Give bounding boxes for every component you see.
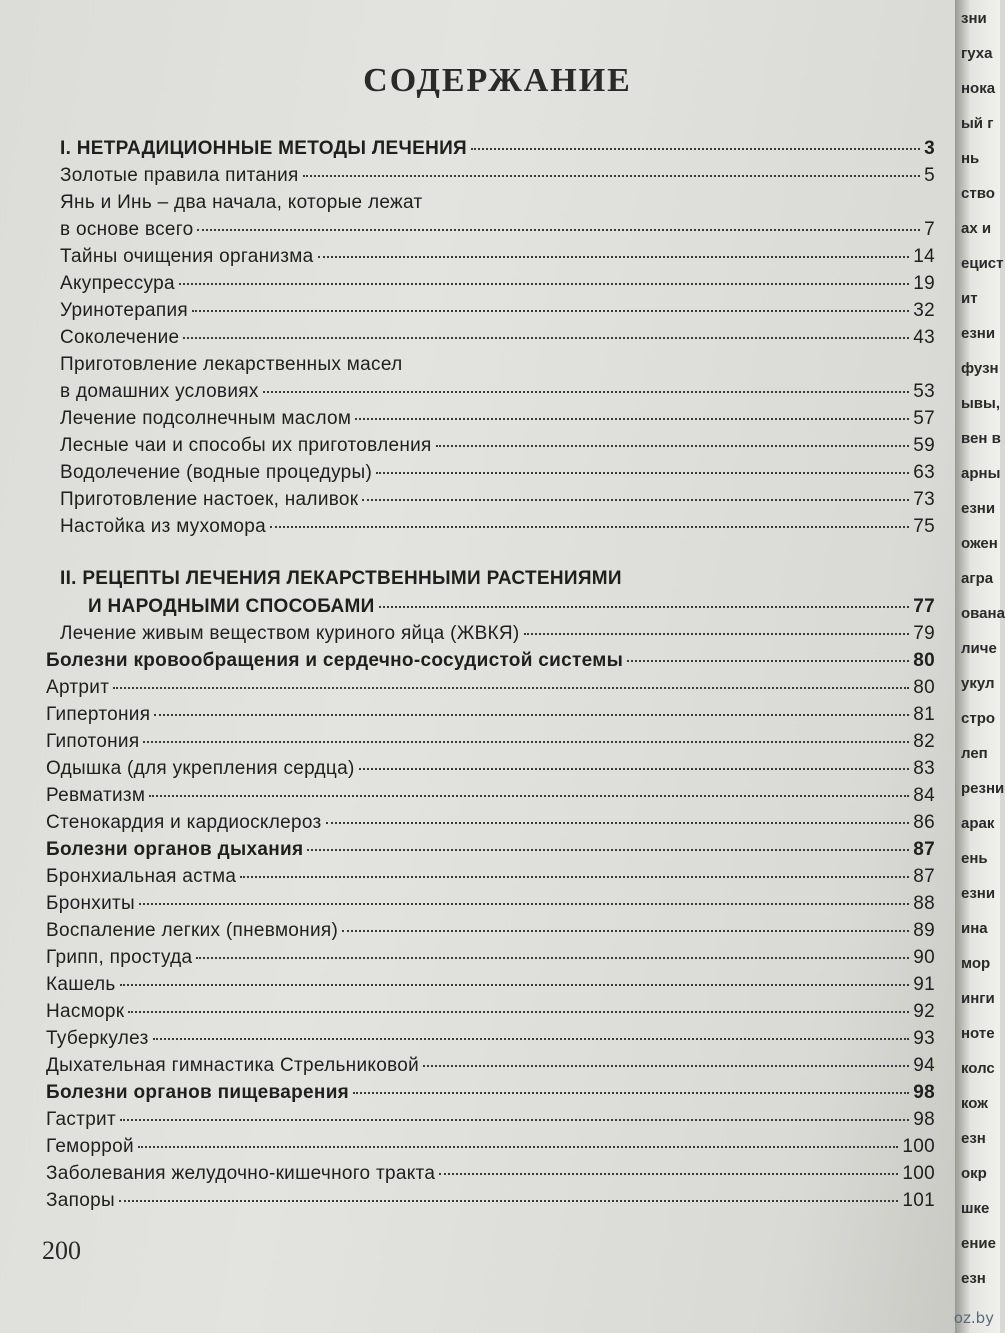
leader-dots	[353, 1092, 909, 1094]
toc-entry-page: 87	[913, 866, 935, 887]
toc-entry-label: Акупрессура	[60, 273, 175, 294]
toc-entry-label: Насморк	[46, 1001, 125, 1022]
facing-page-edge	[955, 0, 1005, 1333]
toc-entry-label: Болезни кровообращения и сердечно-сосудистой системы	[46, 650, 624, 671]
toc-entry	[60, 516, 935, 538]
toc-entry	[60, 138, 935, 160]
toc-entry-page: 80	[913, 650, 935, 671]
toc-entry-page: 43	[913, 327, 935, 348]
toc-entry-page: 14	[913, 246, 935, 267]
leader-dots	[240, 876, 909, 878]
toc-entry	[46, 650, 935, 672]
toc-entry	[46, 812, 935, 834]
toc-entry	[46, 947, 935, 969]
facing-page-fragment: ноте	[961, 1025, 995, 1042]
toc-entry-page: 86	[913, 812, 935, 833]
facing-page-fragment: леп	[961, 745, 988, 762]
leader-dots	[119, 1200, 898, 1202]
toc-entry-label: Гипертония	[46, 704, 151, 725]
toc-entry	[88, 596, 935, 618]
leader-dots	[138, 1146, 898, 1148]
toc-entry-label: Ревматизм	[46, 785, 146, 806]
toc-entry-label: Туберкулез	[46, 1028, 149, 1049]
facing-page-fragment: мор	[961, 955, 991, 972]
toc-entry	[46, 839, 935, 861]
toc-entry-label: И НАРОДНЫМИ СПОСОБАМИ	[88, 596, 375, 617]
toc-entry	[60, 408, 935, 430]
toc-entry-page: 94	[913, 1055, 935, 1076]
toc-entry-page: 98	[913, 1109, 935, 1130]
facing-page-fragment: инги	[961, 990, 995, 1007]
facing-page-fragment: ый г	[961, 115, 994, 132]
leader-dots	[179, 283, 909, 285]
facing-page-fragment: вен в	[961, 430, 1001, 447]
toc-entry-label: Грипп, простуда	[46, 947, 193, 968]
toc-entry-page: 91	[913, 974, 935, 995]
toc-entry	[60, 219, 935, 241]
toc-entry-label: Заболевания желудочно-кишечного тракта	[46, 1163, 436, 1184]
toc-entry-page: 89	[913, 920, 935, 941]
toc-entry	[46, 1136, 935, 1158]
toc-entry	[60, 462, 935, 484]
leader-dots	[439, 1173, 898, 1175]
facing-page-fragment: кож	[961, 1095, 988, 1112]
facing-page-fragment: арны	[961, 465, 1001, 482]
toc-entry-label: Водолечение (водные процедуры)	[60, 462, 373, 483]
leader-dots	[524, 633, 910, 635]
facing-page-fragment: ит	[961, 290, 978, 307]
toc-entry-label: Приготовление настоек, наливок	[60, 489, 359, 510]
leader-dots	[436, 445, 910, 447]
toc-entry-page: 100	[902, 1136, 935, 1157]
leader-dots	[153, 1038, 910, 1040]
leader-dots	[197, 229, 920, 231]
toc-entry	[46, 1163, 935, 1185]
facing-page-fragment: ина	[961, 920, 988, 937]
toc-entry-label: Стенокардия и кардиосклероз	[46, 812, 322, 833]
toc-entry	[60, 327, 935, 349]
toc-entry	[46, 1028, 935, 1050]
page-number: 200	[42, 1236, 81, 1265]
toc-entry-page: 80	[913, 677, 935, 698]
toc-entry-page: 75	[913, 516, 935, 537]
toc-entry-label: Настойка из мухомора	[60, 516, 267, 537]
leader-dots	[149, 795, 909, 797]
toc-entry-label: Бронхиты	[46, 893, 135, 914]
toc-entry	[60, 246, 935, 268]
toc-entry-label: Лечение живым веществом куриного яйца (ЖВКЯ)	[60, 623, 520, 644]
leader-dots	[355, 418, 909, 420]
page-title: СОДЕРЖАНИЕ	[363, 62, 632, 99]
toc-entry-page: 53	[913, 381, 935, 402]
toc-entry-label: Артрит	[46, 677, 110, 698]
leader-dots	[342, 930, 909, 932]
facing-page-fragment: езн	[961, 1270, 986, 1287]
leader-dots	[379, 606, 910, 608]
toc-entry-page: 84	[913, 785, 935, 806]
toc-entry-label: Геморрой	[46, 1136, 134, 1157]
toc-entry-label: Лечение подсолнечным маслом	[60, 408, 352, 429]
facing-page-fragment: ень	[961, 850, 988, 867]
toc-entry-label: Золотые правила питания	[60, 165, 299, 186]
toc-entry	[46, 974, 935, 996]
facing-page-fragment: укул	[961, 675, 995, 692]
toc-entry	[60, 435, 935, 457]
facing-page-fragment: езни	[961, 500, 996, 517]
toc-entry-page: 19	[913, 273, 935, 294]
leader-dots	[183, 337, 909, 339]
facing-page-fragment: резни	[961, 780, 1005, 797]
facing-page-fragment: езни	[961, 885, 996, 902]
toc-entry-label: Кашель	[46, 974, 116, 995]
toc-entry	[46, 1001, 935, 1023]
toc-entry-label: Болезни органов пищеварения	[46, 1082, 350, 1103]
leader-dots	[362, 499, 909, 501]
toc-entry-page: 5	[924, 165, 935, 186]
leader-dots	[359, 768, 910, 770]
toc-entry	[46, 1190, 935, 1212]
facing-page-fragment: нь	[961, 150, 980, 167]
facing-page-fragment: шке	[961, 1200, 990, 1217]
toc-entry	[46, 920, 935, 942]
toc-entry	[46, 704, 935, 726]
toc-entry	[46, 731, 935, 753]
toc-entry	[46, 1109, 935, 1131]
facing-page-fragment: колс	[961, 1060, 995, 1077]
facing-page-fragment: фузн	[961, 360, 999, 377]
toc-entry-page: 63	[913, 462, 935, 483]
toc-entry	[60, 381, 935, 403]
watermark: oz.by	[953, 1309, 994, 1327]
toc-entry-page: 7	[924, 219, 935, 240]
facing-page-fragment: ение	[961, 1235, 996, 1252]
leader-dots	[270, 526, 909, 528]
toc-entry-page: 77	[913, 596, 935, 617]
toc-entry-page: 93	[913, 1028, 935, 1049]
toc-entry-label: Дыхательная гимнастика Стрельниковой	[46, 1055, 420, 1076]
facing-page-fragment: ывы,	[961, 395, 1001, 412]
toc-entry-label: Лесные чаи и способы их приготовления	[60, 435, 432, 456]
facing-page-fragment: ах и	[961, 220, 992, 237]
toc-entry-label: Запоры	[46, 1190, 115, 1211]
leader-dots	[154, 714, 909, 716]
toc-entry	[60, 165, 935, 187]
toc-entry-label: Тайны очищения организма	[60, 246, 314, 267]
leader-dots	[376, 472, 909, 474]
toc-entry-page: 81	[913, 704, 935, 725]
facing-page-fragment: зни	[961, 10, 987, 27]
leader-dots	[326, 822, 910, 824]
toc-entry-line: Янь и Инь – два начала, которые лежат	[60, 192, 423, 213]
leader-dots	[627, 660, 909, 662]
toc-entry	[60, 489, 935, 511]
toc-entry-line: II. РЕЦЕПТЫ ЛЕЧЕНИЯ ЛЕКАРСТВЕННЫМИ РАСТЕНИЯМИ	[60, 568, 622, 589]
toc-entry-page: 90	[913, 947, 935, 968]
toc-entry-page: 101	[902, 1190, 935, 1211]
facing-page-fragment: ована	[961, 605, 1005, 622]
leader-dots	[303, 175, 921, 177]
toc-entry-page: 3	[924, 138, 935, 159]
toc-entry-page: 82	[913, 731, 935, 752]
toc-entry-label: Болезни органов дыхания	[46, 839, 304, 860]
leader-dots	[307, 849, 909, 851]
toc-entry	[46, 758, 935, 780]
toc-entry-page: 79	[913, 623, 935, 644]
toc-entry	[46, 893, 935, 915]
toc-entry-label: в домашних условиях	[60, 381, 259, 402]
facing-page-fragment: окр	[961, 1165, 987, 1182]
facing-page-fragment: нока	[961, 80, 996, 97]
toc-entry	[46, 677, 935, 699]
facing-page-fragment: агра	[961, 570, 994, 587]
leader-dots	[192, 310, 909, 312]
toc-entry	[46, 1055, 935, 1077]
toc-entry	[46, 1082, 935, 1104]
toc-entry-page: 88	[913, 893, 935, 914]
toc-entry-label: Гастрит	[46, 1109, 116, 1130]
toc-entry-page: 32	[913, 300, 935, 321]
facing-page-fragment: ожен	[961, 535, 998, 552]
toc-entry-label: Воспаление легких (пневмония)	[46, 920, 339, 941]
toc-entry	[60, 273, 935, 295]
toc-entry-page: 57	[913, 408, 935, 429]
leader-dots	[120, 1119, 909, 1121]
toc-entry-label: Одышка (для укрепления сердца)	[46, 758, 355, 779]
leader-dots	[196, 957, 909, 959]
toc-entry-page: 98	[913, 1082, 935, 1103]
toc-entry-label: Гипотония	[46, 731, 140, 752]
facing-page-fragment: езн	[961, 1130, 986, 1147]
leader-dots	[423, 1065, 909, 1067]
toc-entry-label: Бронхиальная астма	[46, 866, 237, 887]
toc-entry-label: I. НЕТРАДИЦИОННЫЕ МЕТОДЫ ЛЕЧЕНИЯ	[60, 138, 468, 159]
leader-dots	[143, 741, 909, 743]
leader-dots	[139, 903, 909, 905]
leader-dots	[471, 148, 920, 150]
toc-entry-page: 100	[902, 1163, 935, 1184]
facing-page-fragment: ство	[961, 185, 995, 202]
toc-entry-page: 83	[913, 758, 935, 779]
facing-page-fragment: личе	[961, 640, 997, 657]
facing-page-fragment: стро	[961, 710, 996, 727]
leader-dots	[263, 391, 910, 393]
toc-entry-label: Уринотерапия	[60, 300, 189, 321]
facing-page-fragment: езни	[961, 325, 996, 342]
leader-dots	[318, 256, 910, 258]
toc-entry-page: 59	[913, 435, 935, 456]
facing-page-fragment: ецист	[961, 255, 1004, 272]
toc-entry-page: 92	[913, 1001, 935, 1022]
toc-entry-label: Соколечение	[60, 327, 180, 348]
leader-dots	[128, 1011, 909, 1013]
toc-entry-label: в основе всего	[60, 219, 194, 240]
toc-entry	[46, 785, 935, 807]
toc-entry-page: 73	[913, 489, 935, 510]
toc-entry	[60, 623, 935, 645]
leader-dots	[113, 687, 909, 689]
facing-page-fragment: гуха	[961, 45, 993, 62]
toc-entry	[46, 866, 935, 888]
facing-page-fragment: арак	[961, 815, 995, 832]
toc-entry-line: Приготовление лекарственных масел	[60, 354, 403, 375]
toc-entry-page: 87	[913, 839, 935, 860]
leader-dots	[120, 984, 910, 986]
toc-entry	[60, 300, 935, 322]
